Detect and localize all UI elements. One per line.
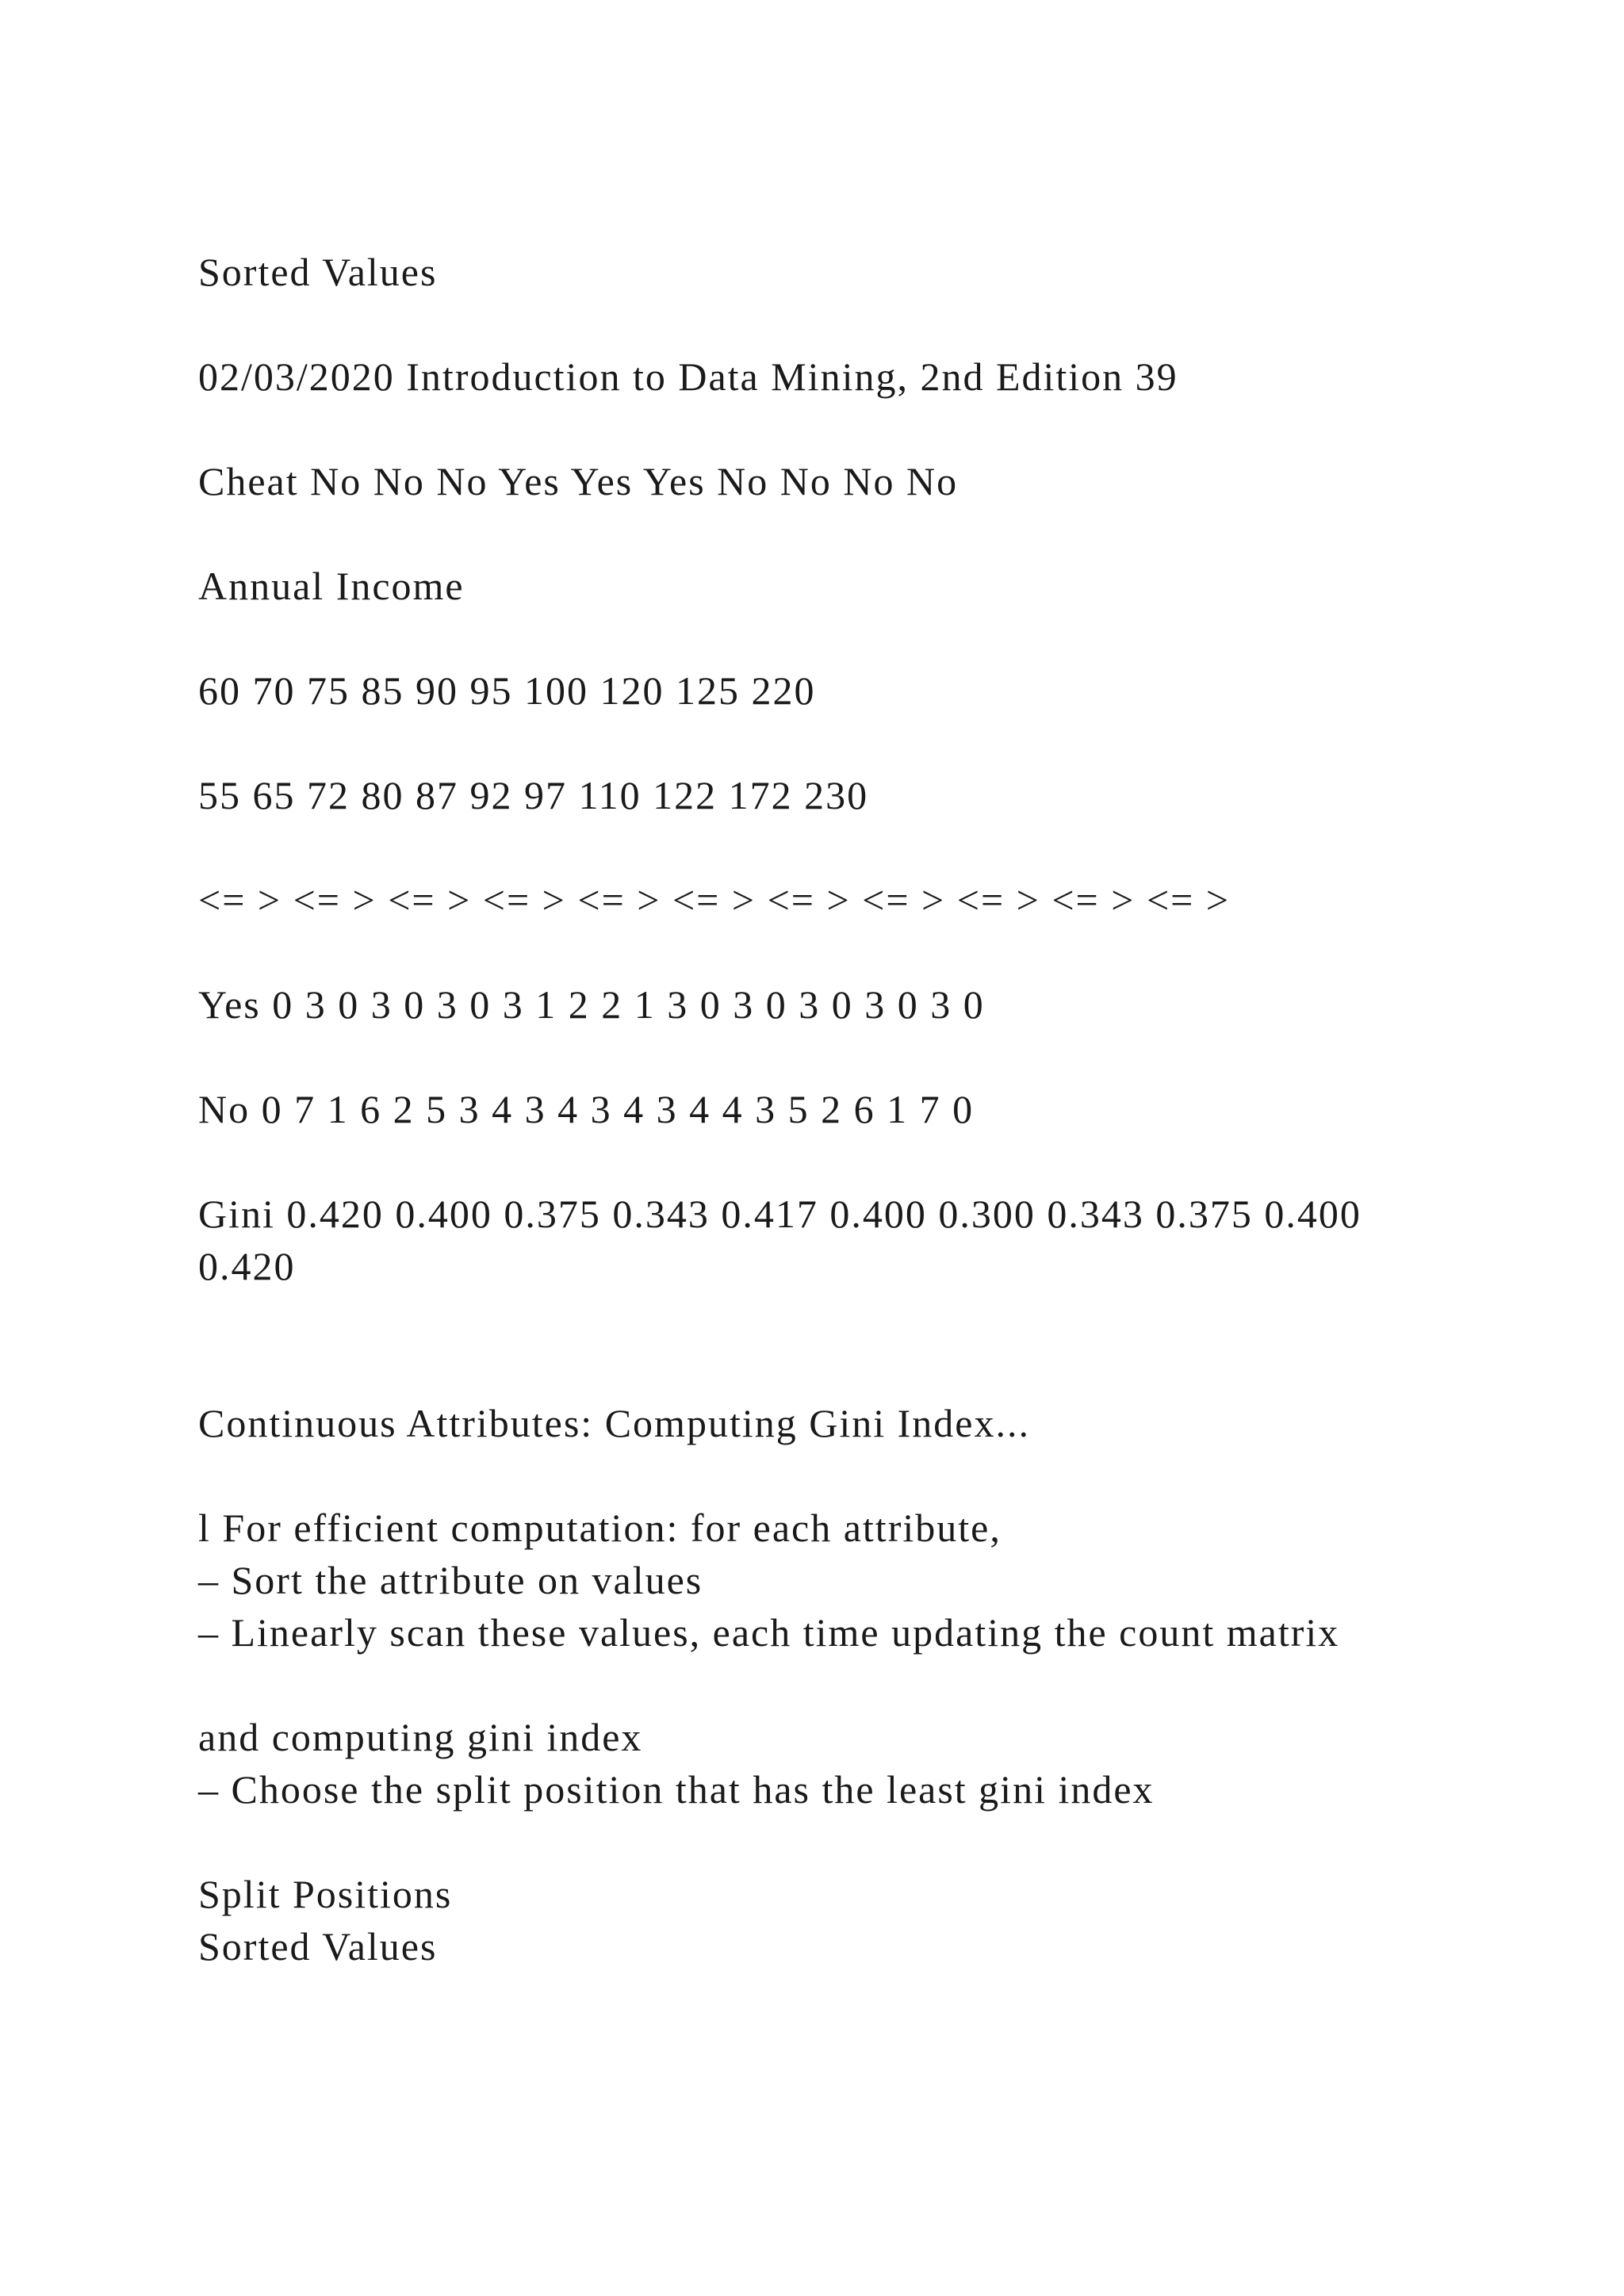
split-positions-row: 55 65 72 80 87 92 97 110 122 172 230 [198, 773, 869, 817]
footer-line: 02/03/2020 Introduction to Data Mining, 2nd Edition 39 [198, 354, 1178, 399]
section-title: Continuous Attributes: Computing Gini Index... [198, 1401, 1030, 1445]
yes-row: Yes 0 3 0 3 0 3 0 3 1 2 2 1 3 0 3 0 3 0 3 0 3 0 [198, 982, 985, 1027]
label-split-positions: Split Positions [198, 1872, 453, 1916]
no-row: No 0 7 1 6 2 5 3 4 3 4 3 4 3 4 4 3 5 2 6 1 7 0 [198, 1087, 975, 1131]
header-title: Sorted Values [198, 250, 438, 294]
cheat-row: Cheat No No No Yes Yes Yes No No No No [198, 459, 959, 503]
bullet-sort: – Sort the attribute on values [198, 1558, 703, 1602]
document-page [198, 246, 1435, 1973]
bullet-intro: l For efficient computation: for each attribute, [198, 1506, 1002, 1550]
bullet-scan: – Linearly scan these values, each time updating the count matrix [198, 1610, 1340, 1655]
gini-row: Gini 0.420 0.400 0.375 0.343 0.417 0.400 0.300 0.343 0.375 0.400 0.420 [198, 1192, 1373, 1288]
attribute-label: Annual Income [198, 564, 465, 608]
operators-row: <= > <= > <= > <= > <= > <= > <= > <= > <= > <= > <= > [198, 878, 1231, 922]
label-sorted-values: Sorted Values [198, 1924, 438, 1969]
bullet-choose: – Choose the split position that has the least gini index [198, 1767, 1155, 1812]
sorted-values-row: 60 70 75 85 90 95 100 120 125 220 [198, 668, 816, 713]
continuation-text: and computing gini index [198, 1715, 643, 1759]
